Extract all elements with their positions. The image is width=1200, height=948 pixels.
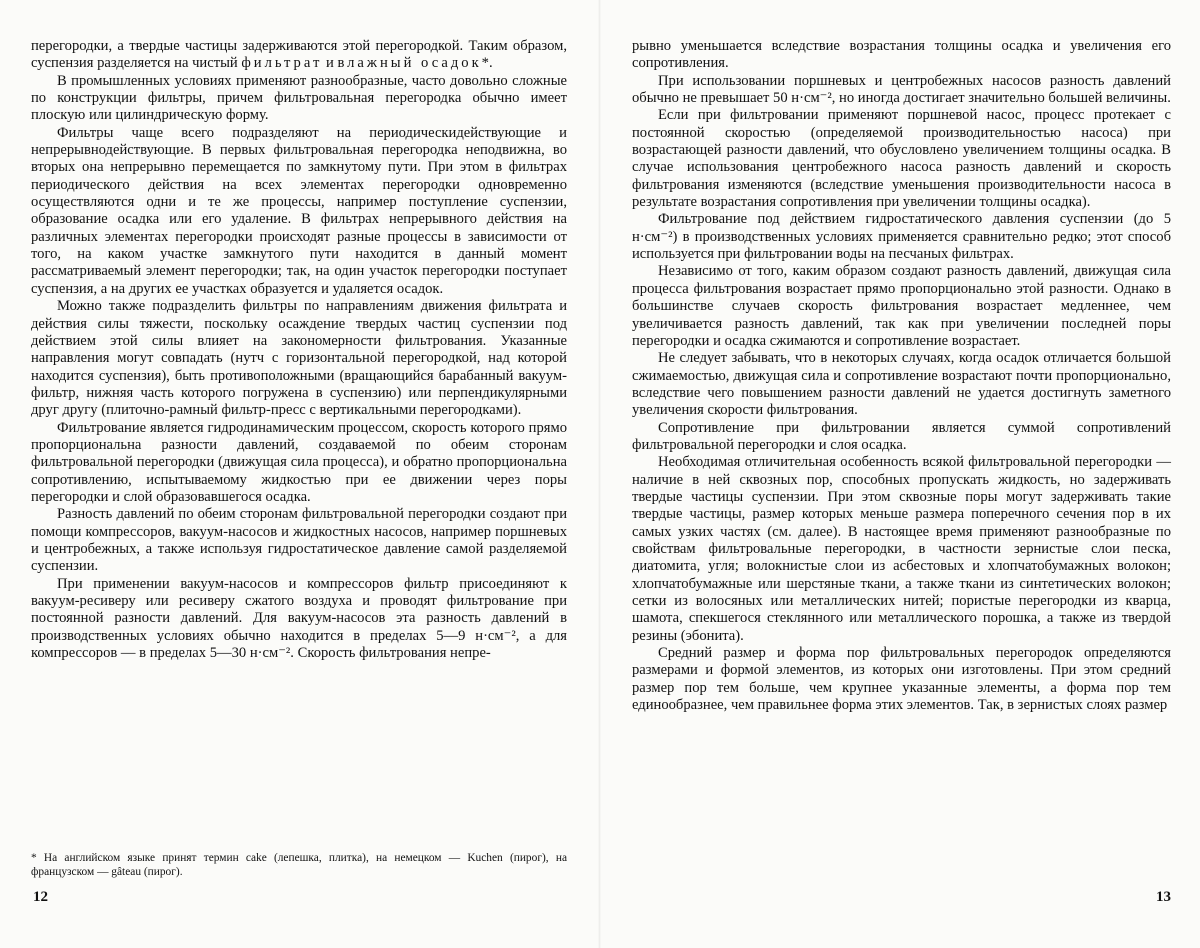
emphasized-term: фильтрат — [241, 55, 322, 71]
paragraph: перегородки, а твердые частицы задерживаются этой перегородкой. Таким образом, суспензия разделяется на чистый фильтрат и влажный осадок*. — [31, 38, 567, 73]
paragraph: Не следует забывать, что в некоторых случаях, когда осадок отличается большой сжимаемостью, движущая сила и сопротивление возрастают почти пропорционально, вследствие чего повышением разности давлений не удается достигнуть заметного увеличения скорости фильтрования. — [632, 350, 1171, 419]
paragraph: В промышленных условиях применяют разнообразные, часто довольно сложные по конструкции фильтры, причем фильтровальная перегородка обычно имеет плоскую или цилиндрическую форму. — [31, 73, 567, 125]
right-page — [632, 38, 1171, 714]
paragraph: Фильтрование под действием гидростатического давления суспензии (до 5 н·см⁻²) в производственных условиях применяется сравнительно редко; этот способ используется при фильтровании воды на песчаных фильтрах. — [632, 211, 1171, 263]
paragraph: Средний размер и форма пор фильтровальных перегородок определяются размерами и формой элементов, из которых они изготовлены. При этом средний размер пор тем больше, чем крупнее указанные элементы, а форма пор тем единообразнее, чем правильнее форма этих элементов. Так, в зернистых слоях размер — [632, 645, 1171, 714]
paragraph: Сопротивление при фильтровании является суммой сопротивлений фильтровальной перегородки и слоя осадка. — [632, 420, 1171, 455]
paragraph: Разность давлений по обеим сторонам фильтровальной перегородки создают при помощи компрессоров, вакуум-насосов и жидкостных насосов, например поршневых и центробежных, а также используя гидростатическое давление самой разделяемой суспензии. — [31, 506, 567, 575]
emphasized-term: влажный осадок — [337, 55, 481, 71]
paragraph: Независимо от того, каким образом создают разность давлений, движущая сила процесса фильтрования возрастает прямо пропорционально этой разности. Однако в большинстве случаев скорость фильтрования возрастает медленнее, чем увеличивается разность давлений, так как при увеличении последней поры перегородки и осадка сжимаются и сопротивление возрастает. — [632, 263, 1171, 350]
paragraph: Фильтрование является гидродинамическим процессом, скорость которого прямо пропорциональна разности давлений, создаваемой по обеим сторонам фильтровальной перегородки (движущая сила процесса), и обратно пропорциональна сопротивлению, испытываемому жидкостью при ее движении через поры перегородки и слой образовавшегося осадка. — [31, 420, 567, 507]
left-page — [31, 38, 567, 662]
paragraph: Можно также подразделить фильтры по направлениям движения фильтрата и действия силы тяжести, поскольку осаждение твердых частиц суспензии под действием этой силы влияет на закономерности фильтрования. Указанные направления могут совпадать (нутч с горизонтальной перегородкой, над которой находится суспензия), быть противоположными (вращающийся барабанный вакуум-фильтр, нижняя часть которого погружена в суспензию) или перпендикулярными друг другу (плиточно-рамный фильтр-пресс с вертикальными перегородками). — [31, 298, 567, 419]
paragraph: Необходимая отличительная особенность всякой фильтровальной перегородки — наличие в ней сквозных пор, способных пропускать жидкость, но задерживать твердые частицы суспензии. При этом сквозные поры могут задерживать такие твердые частицы, размер которых меньше размера поперечного сечения пор в их самых узких частях (см. далее). В настоящее время применяют разнообразные по свойствам фильтровальные перегородки, в частности зернистые слои песка, диатомита, угля; волокнистые слои из асбестовых и хлопчатобумажных волокон; хлопчатобумажные или шерстяные ткани, а также ткани из синтетических волокон; сетки из волосяных или металлических нитей; пористые перегородки из кварца, шамота, спекшегося стеклянного или металлического порошка, а также из твердой резины (эбонита). — [632, 454, 1171, 645]
book-fold — [598, 0, 601, 948]
paragraph: Фильтры чаще всего подразделяют на периодическидействующие и непрерывнодействующие. В первых фильтровальная перегородка неподвижна, во вторых она непрерывно перемещается по замкнутому пути. При этом в фильтрах периодического действия на всех элементах перегородки одновременно осуществляются одни и те же процессы, например поступление суспензии, образование осадка или его удаление. В фильтрах непрерывного действия на различных элементах перегородки происходят разные процессы в зависимости от того, на каком участке замкнутого пути находится в данный момент рассматриваемый элемент перегородки; так, на один участок перегородки поступает суспензия, а на других ее участках образуется и удаляется осадок. — [31, 125, 567, 298]
footnote: * На английском языке принят термин cake (лепешка, плитка), на немецком — Kuchen (пирог), на французском — gâteau (пирог). — [31, 851, 567, 879]
page-number-right: 13 — [1156, 889, 1171, 906]
paragraph: рывно уменьшается вследствие возрастания толщины осадка и увеличения его сопротивления. — [632, 38, 1171, 73]
paragraph: При использовании поршневых и центробежных насосов разность давлений обычно не превышает 50 н·см⁻², но иногда достигает значительно большей величины. — [632, 73, 1171, 108]
paragraph: При применении вакуум-насосов и компрессоров фильтр присоединяют к вакуум-ресиверу или ресиверу сжатого воздуха и проводят фильтрование при постоянной разности давлений. Для вакуум-насосов эта разность давлений в производственных условиях обычно находится в пределах 5—9 н·см⁻², а для компрессоров — в пределах 5—30 н·см⁻². Скорость фильтрования непре- — [31, 576, 567, 663]
paragraph: Если при фильтровании применяют поршневой насос, процесс протекает с постоянной скоростью (определяемой производительностью насоса) при возрастающей разности давлений, что обусловлено увеличением толщины осадка. В случае использования центробежного насоса разность давлений и скорость фильтрования изменяются (вследствие уменьшения производительности насоса в результате возрастания сопротивления при увеличении толщины осадка). — [632, 107, 1171, 211]
page-number-left: 12 — [33, 889, 48, 906]
